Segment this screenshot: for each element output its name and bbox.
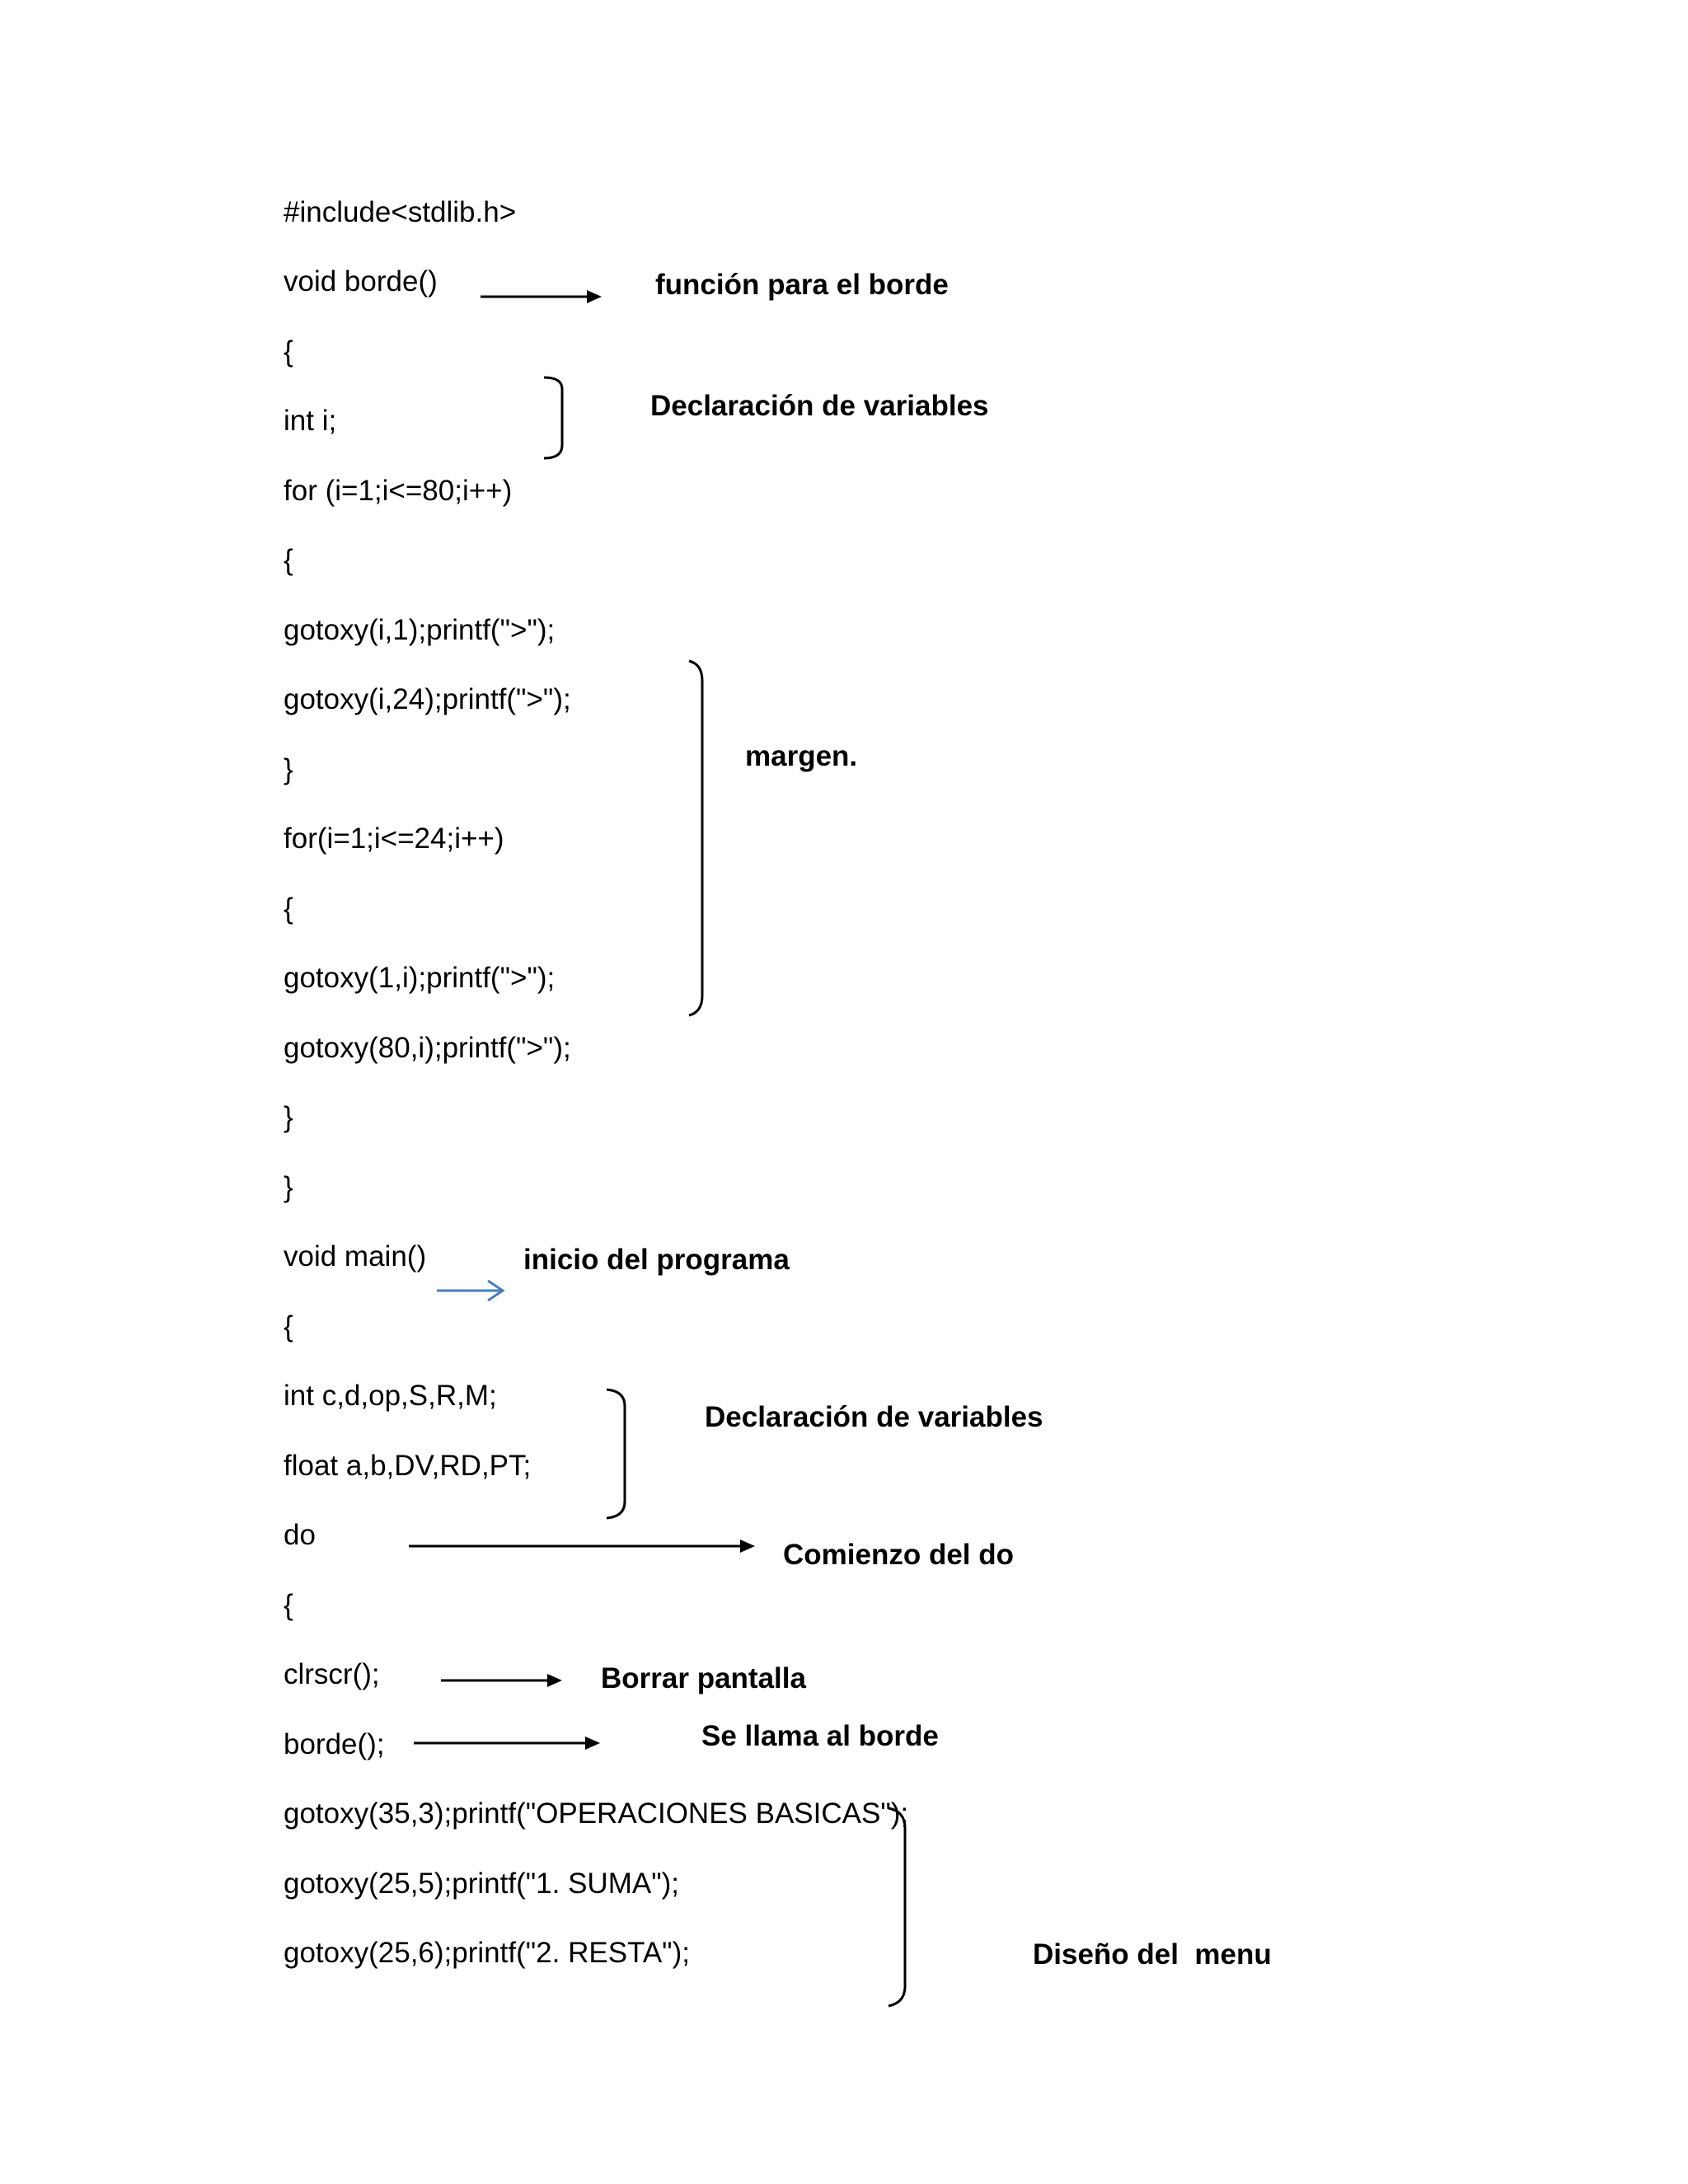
right-arrow-icon (481, 290, 602, 303)
code-line: } (284, 753, 293, 785)
code-line: borde(); (284, 1728, 385, 1760)
code-line: { (284, 544, 293, 576)
code-line: do (284, 1519, 316, 1551)
code-line: gotoxy(i,1);printf(">"); (284, 614, 556, 646)
right-arrow-icon (414, 1736, 600, 1750)
code-line: #include<stdlib.h> (284, 196, 517, 228)
code-line: for(i=1;i<=24;i++) (284, 823, 504, 855)
right-arrow-icon (437, 1281, 503, 1301)
code-line: void borde() (284, 265, 438, 298)
code-line: gotoxy(80,i);printf(">"); (284, 1032, 571, 1064)
code-line: { (284, 1310, 293, 1343)
code-line: { (284, 335, 293, 368)
code-line: } (284, 1101, 293, 1133)
code-line: int c,d,op,S,R,M; (284, 1380, 497, 1412)
annotation-label: margen. (745, 740, 858, 772)
code-line: { (284, 893, 293, 925)
right-arrow-icon (441, 1674, 562, 1687)
annotation-label: Diseño del menu (1033, 1938, 1272, 1971)
annotation-label: Se llama al borde (701, 1720, 939, 1752)
bracket-icon (889, 1808, 905, 2006)
annotation-label: Borrar pantalla (601, 1662, 806, 1694)
code-line: void main() (284, 1240, 427, 1272)
code-line: gotoxy(25,5);printf("1. SUMA"); (284, 1868, 680, 1900)
code-line: gotoxy(1,i);printf(">"); (284, 962, 556, 994)
annotation-label: Declaración de variables (650, 390, 989, 422)
bracket-icon (607, 1390, 625, 1518)
code-line: for (i=1;i<=80;i++) (284, 475, 513, 507)
code-line: gotoxy(i,24);printf(">"); (284, 683, 571, 715)
code-line: gotoxy(25,6);printf("2. RESTA"); (284, 1937, 690, 1969)
code-line: } (284, 1171, 293, 1203)
bracket-icon (689, 661, 702, 1015)
bracket-icon (544, 377, 562, 458)
code-line: clrscr(); (284, 1658, 380, 1690)
annotation-label: Comienzo del do (783, 1539, 1014, 1571)
code-line: { (284, 1589, 293, 1621)
annotation-label: inicio del programa (523, 1244, 790, 1276)
annotation-label: Declaración de variables (705, 1401, 1043, 1433)
annotation-label: función para el borde (655, 269, 949, 301)
code-line: int i; (284, 405, 337, 437)
code-line: gotoxy(35,3);printf("OPERACIONES BASICAS"); (284, 1797, 909, 1830)
code-line: float a,b,DV,RD,PT; (284, 1450, 532, 1482)
right-arrow-icon (409, 1540, 755, 1553)
